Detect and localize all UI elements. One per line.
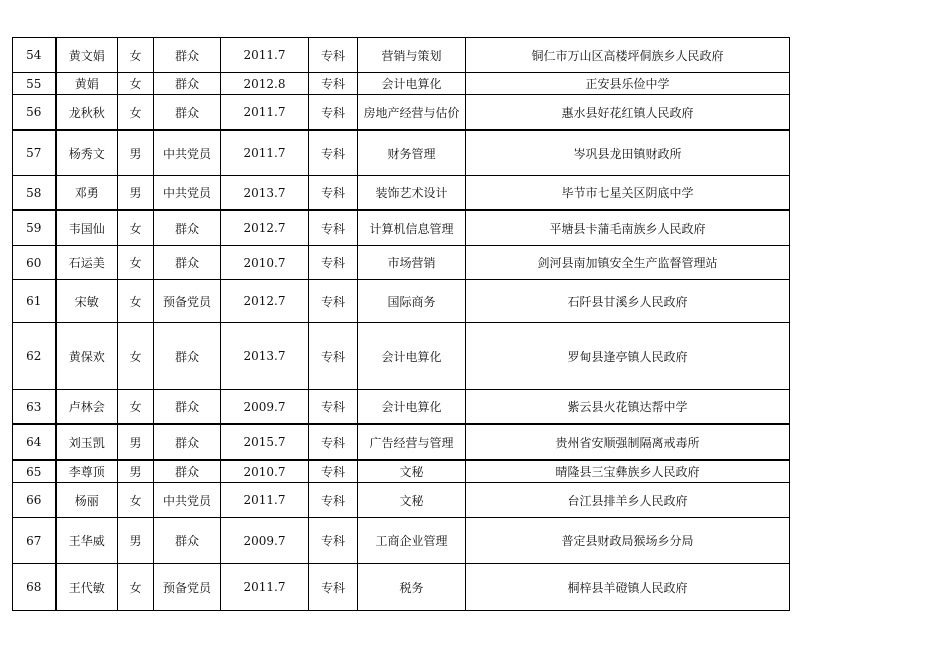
cell-employer: 石阡县甘溪乡人民政府 <box>466 280 790 323</box>
cell-education: 专科 <box>309 280 358 323</box>
cell-graduation-date: 2012.8 <box>221 73 309 95</box>
cell-name: 刘玉凯 <box>56 424 118 460</box>
cell-number: 66 <box>13 483 56 518</box>
table-row <box>13 518 790 564</box>
cell-name: 邓勇 <box>56 176 118 211</box>
cell-major: 计算机信息管理 <box>358 210 466 246</box>
cell-name: 王华威 <box>56 518 118 564</box>
cell-gender: 女 <box>118 323 154 390</box>
cell-gender: 男 <box>118 130 154 176</box>
cell-employer: 普定县财政局猴场乡分局 <box>466 518 790 564</box>
cell-political-status: 群众 <box>154 246 221 280</box>
cell-name: 韦国仙 <box>56 210 118 246</box>
table-row <box>13 390 790 425</box>
cell-graduation-date: 2011.7 <box>221 38 309 73</box>
cell-name: 王代敏 <box>56 564 118 611</box>
cell-graduation-date: 2013.7 <box>221 323 309 390</box>
cell-major: 营销与策划 <box>358 38 466 73</box>
cell-graduation-date: 2011.7 <box>221 95 309 131</box>
cell-employer: 台江县排羊乡人民政府 <box>466 483 790 518</box>
cell-major: 房地产经营与估价 <box>358 95 466 131</box>
cell-education: 专科 <box>309 390 358 425</box>
table-row <box>13 460 790 483</box>
cell-political-status: 群众 <box>154 390 221 425</box>
cell-graduation-date: 2009.7 <box>221 518 309 564</box>
cell-gender: 女 <box>118 38 154 73</box>
cell-graduation-date: 2009.7 <box>221 390 309 425</box>
cell-political-status: 中共党员 <box>154 483 221 518</box>
cell-number: 55 <box>13 73 56 95</box>
cell-education: 专科 <box>309 323 358 390</box>
cell-employer: 桐梓县羊磴镇人民政府 <box>466 564 790 611</box>
cell-graduation-date: 2010.7 <box>221 460 309 483</box>
cell-education: 专科 <box>309 483 358 518</box>
cell-major: 广告经营与管理 <box>358 424 466 460</box>
cell-number: 63 <box>13 390 56 425</box>
cell-education: 专科 <box>309 246 358 280</box>
cell-employer: 岑巩县龙田镇财政所 <box>466 130 790 176</box>
cell-gender: 女 <box>118 210 154 246</box>
cell-number: 65 <box>13 460 56 483</box>
table-row <box>13 280 790 323</box>
cell-political-status: 群众 <box>154 518 221 564</box>
cell-major: 国际商务 <box>358 280 466 323</box>
cell-gender: 女 <box>118 564 154 611</box>
table-row <box>13 483 790 518</box>
cell-gender: 男 <box>118 176 154 211</box>
cell-employer: 毕节市七星关区阴底中学 <box>466 176 790 211</box>
cell-number: 56 <box>13 95 56 131</box>
cell-political-status: 群众 <box>154 95 221 131</box>
cell-name: 黄文娟 <box>56 38 118 73</box>
cell-political-status: 群众 <box>154 323 221 390</box>
cell-education: 专科 <box>309 210 358 246</box>
cell-number: 57 <box>13 130 56 176</box>
cell-political-status: 预备党员 <box>154 280 221 323</box>
table-row <box>13 38 790 73</box>
cell-gender: 女 <box>118 280 154 323</box>
cell-number: 67 <box>13 518 56 564</box>
cell-number: 60 <box>13 246 56 280</box>
table-row <box>13 176 790 211</box>
cell-name: 黄保欢 <box>56 323 118 390</box>
cell-political-status: 中共党员 <box>154 176 221 211</box>
cell-graduation-date: 2012.7 <box>221 210 309 246</box>
cell-gender: 男 <box>118 518 154 564</box>
table-row <box>13 246 790 280</box>
cell-number: 68 <box>13 564 56 611</box>
table-row <box>13 130 790 176</box>
table-row <box>13 210 790 246</box>
cell-major: 工商企业管理 <box>358 518 466 564</box>
cell-political-status: 群众 <box>154 424 221 460</box>
roster-body <box>13 38 790 611</box>
cell-political-status: 预备党员 <box>154 564 221 611</box>
cell-employer: 惠水县好花红镇人民政府 <box>466 95 790 131</box>
cell-number: 59 <box>13 210 56 246</box>
cell-name: 宋敏 <box>56 280 118 323</box>
cell-education: 专科 <box>309 424 358 460</box>
cell-name: 龙秋秋 <box>56 95 118 131</box>
cell-education: 专科 <box>309 130 358 176</box>
cell-employer: 正安县乐俭中学 <box>466 73 790 95</box>
cell-graduation-date: 2010.7 <box>221 246 309 280</box>
cell-major: 文秘 <box>358 483 466 518</box>
cell-graduation-date: 2011.7 <box>221 483 309 518</box>
cell-gender: 男 <box>118 460 154 483</box>
cell-name: 杨丽 <box>56 483 118 518</box>
roster-table <box>12 37 790 611</box>
cell-gender: 男 <box>118 424 154 460</box>
cell-name: 石运美 <box>56 246 118 280</box>
cell-political-status: 群众 <box>154 73 221 95</box>
cell-name: 杨秀文 <box>56 130 118 176</box>
cell-employer: 晴隆县三宝彝族乡人民政府 <box>466 460 790 483</box>
cell-name: 李尊顶 <box>56 460 118 483</box>
cell-employer: 铜仁市万山区高楼坪侗族乡人民政府 <box>466 38 790 73</box>
cell-gender: 女 <box>118 73 154 95</box>
cell-employer: 贵州省安顺强制隔离戒毒所 <box>466 424 790 460</box>
cell-number: 62 <box>13 323 56 390</box>
cell-major: 财务管理 <box>358 130 466 176</box>
cell-major: 税务 <box>358 564 466 611</box>
cell-graduation-date: 2011.7 <box>221 564 309 611</box>
cell-major: 市场营销 <box>358 246 466 280</box>
cell-number: 64 <box>13 424 56 460</box>
cell-graduation-date: 2011.7 <box>221 130 309 176</box>
cell-gender: 女 <box>118 390 154 425</box>
cell-employer: 紫云县火花镇达帮中学 <box>466 390 790 425</box>
cell-education: 专科 <box>309 518 358 564</box>
cell-education: 专科 <box>309 73 358 95</box>
cell-name: 黄娟 <box>56 73 118 95</box>
cell-major: 会计电算化 <box>358 323 466 390</box>
cell-major: 会计电算化 <box>358 390 466 425</box>
cell-graduation-date: 2013.7 <box>221 176 309 211</box>
table-row <box>13 424 790 460</box>
cell-political-status: 群众 <box>154 38 221 73</box>
cell-employer: 罗甸县逢亭镇人民政府 <box>466 323 790 390</box>
cell-education: 专科 <box>309 176 358 211</box>
cell-education: 专科 <box>309 95 358 131</box>
table-row <box>13 95 790 131</box>
cell-gender: 女 <box>118 95 154 131</box>
cell-number: 54 <box>13 38 56 73</box>
table-row <box>13 323 790 390</box>
cell-employer: 剑河县南加镇安全生产监督管理站 <box>466 246 790 280</box>
cell-education: 专科 <box>309 564 358 611</box>
cell-political-status: 群众 <box>154 460 221 483</box>
cell-education: 专科 <box>309 460 358 483</box>
cell-graduation-date: 2015.7 <box>221 424 309 460</box>
cell-education: 专科 <box>309 38 358 73</box>
cell-major: 会计电算化 <box>358 73 466 95</box>
cell-political-status: 群众 <box>154 210 221 246</box>
cell-major: 文秘 <box>358 460 466 483</box>
cell-major: 装饰艺术设计 <box>358 176 466 211</box>
table-row <box>13 73 790 95</box>
cell-employer: 平塘县卡蒲毛南族乡人民政府 <box>466 210 790 246</box>
table-row <box>13 564 790 611</box>
cell-political-status: 中共党员 <box>154 130 221 176</box>
cell-number: 58 <box>13 176 56 211</box>
cell-graduation-date: 2012.7 <box>221 280 309 323</box>
cell-number: 61 <box>13 280 56 323</box>
cell-name: 卢林会 <box>56 390 118 425</box>
cell-gender: 女 <box>118 246 154 280</box>
cell-gender: 女 <box>118 483 154 518</box>
